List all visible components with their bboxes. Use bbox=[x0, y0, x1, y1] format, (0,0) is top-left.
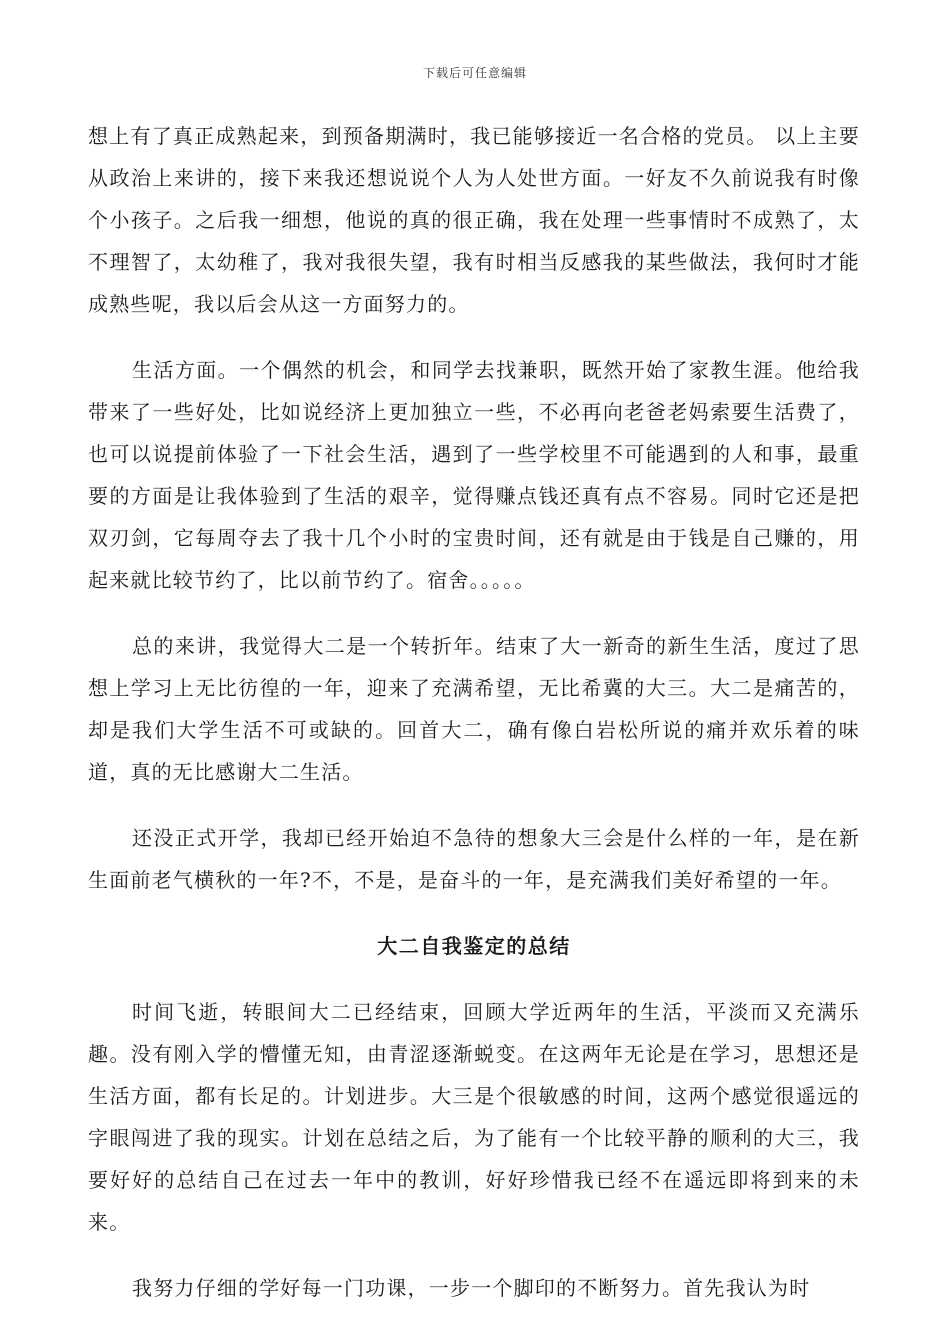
paragraph-life: 生活方面。一个偶然的机会，和同学去找兼职，既然开始了家教生涯。他给我带来了一些好处，比如说经济上更加独立一些，不必再向老爸老妈索要生活费了，也可以说提前体验了一下社会生活，遇到了一些学校里不可能遇到的人和事，最重要的方面是让我体验到了生活的艰辛，觉得赚点钱还真有点不容易。同时它还是把双刃剑，它每周夺去了我十几个小时的宝贵时间，还有就是由于钱是自己赚的，用起来就比较节约了，比以前节约了。宿舍。。。。。 bbox=[88, 358, 860, 592]
document-body bbox=[88, 115, 860, 1333]
paragraph-continued: 想上有了真正成熟起来，到预备期满时，我已能够接近一名合格的党员。 以上主要从政治上来讲的，接下来我还想说说个人为人处世方面。一好友不久前说我有时像个小孩子。之后我一细想，他说的真的很正确，我在处理一些事情时不成熟了，太不理智了，太幼稚了，我对我很失望，我有时相当反感我的某些做法，我何时才能成熟些呢，我以后会从这一方面努力的。 bbox=[88, 124, 860, 316]
paragraph-study: 我努力仔细的学好每一门功课，一步一个脚印的不断努力。首先我认为时 bbox=[132, 1276, 811, 1300]
paragraph-intro: 时间飞逝，转眼间大二已经结束，回顾大学近两年的生活，平淡而又充满乐趣。没有刚入学的懵懂无知，由青涩逐渐蜕变。在这两年无论是在学习，思想还是生活方面，都有长足的。计划进步。大三是个很敏感的时间，这两个感觉很遥远的字眼闯进了我的现实。计划在总结之后，为了能有一个比较平静的顺利的大三，我要好好的总结自己在过去一年中的教训，好好珍惜我已经不在遥远即将到来的未来。 bbox=[88, 1000, 860, 1234]
section-title: 大二自我鉴定的总结 bbox=[377, 934, 571, 958]
paragraph-summary: 总的来讲，我觉得大二是一个转折年。结束了大一新奇的新生生活，度过了思想上学习上无比彷徨的一年，迎来了充满希望，无比希冀的大三。大二是痛苦的，却是我们大学生活不可或缺的。回首大二，确有像白岩松所说的痛并欢乐着的味道，真的无比感谢大二生活。 bbox=[88, 634, 860, 784]
page-header: 下载后可任意编辑 bbox=[422, 66, 527, 80]
paragraph-outlook: 还没正式开学，我却已经开始迫不急待的想象大三会是什么样的一年，是在新生面前老气横秋的一年?不，不是，是奋斗的一年，是充满我们美好希望的一年。 bbox=[88, 826, 860, 892]
